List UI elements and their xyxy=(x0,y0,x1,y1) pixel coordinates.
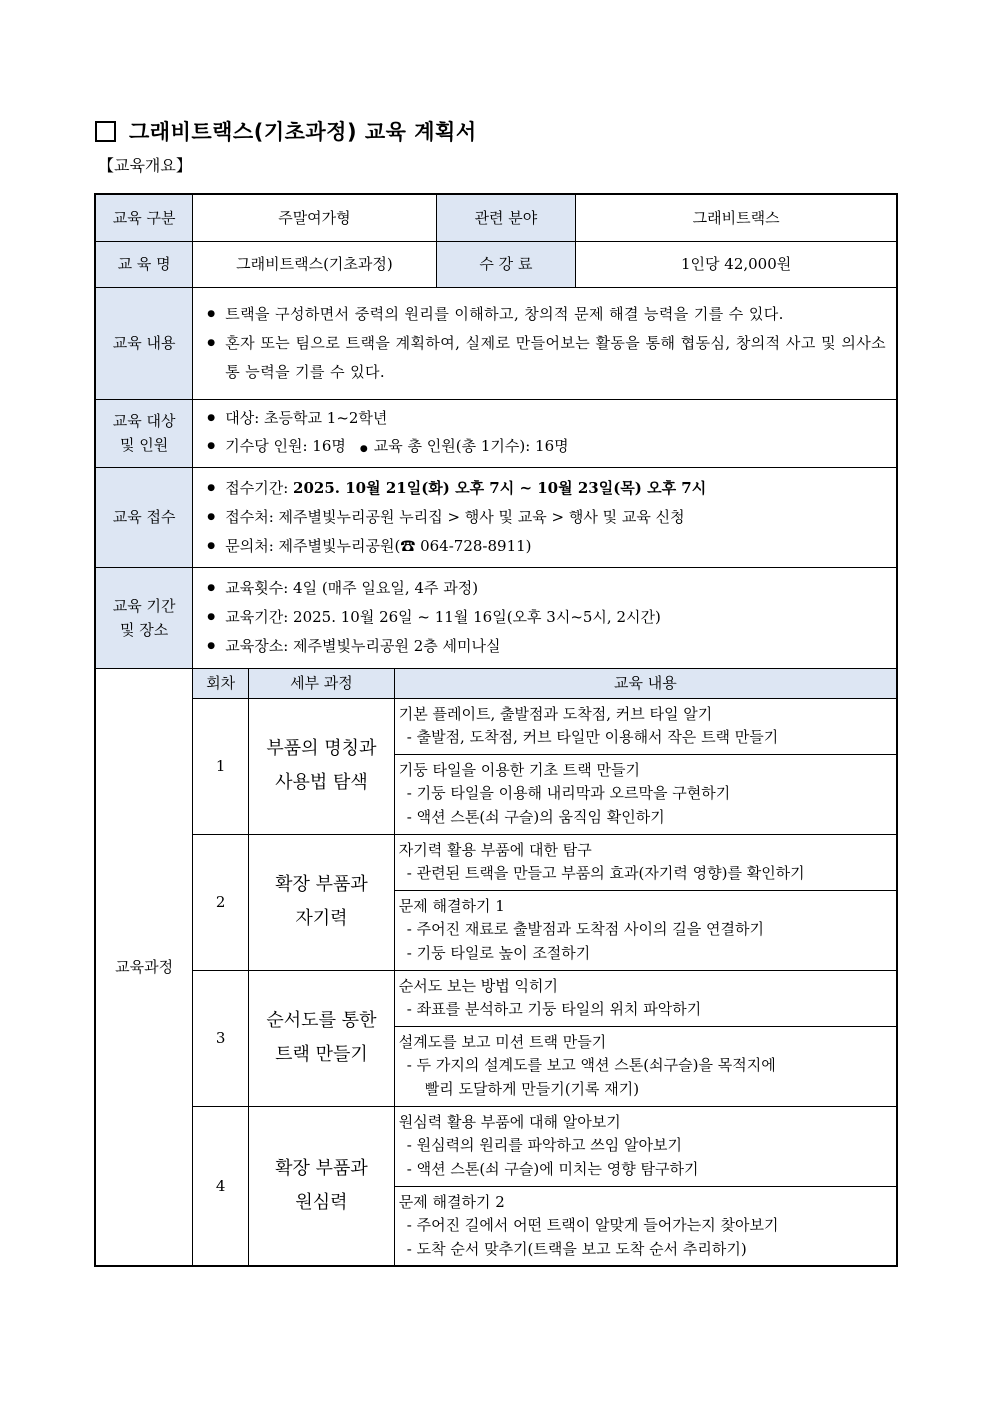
block-item: - 원심력의 원리를 파악하고 쓰임 알아보기 xyxy=(406,1136,682,1155)
category-value: 주말여가형 xyxy=(193,194,436,241)
period-place: ● 교육장소: 제주별빛누리공원 2층 세미나실 xyxy=(203,632,886,661)
target-cell xyxy=(193,399,897,467)
reception-contact: ● 문의처: 제주별빛누리공원(☎ 064-728-8911) xyxy=(203,532,886,561)
session-content-block xyxy=(394,1026,897,1106)
session-content-block xyxy=(394,890,897,970)
block-item: - 두 가지의 설계도를 보고 액션 스톤(쇠구슬)을 목적지에 xyxy=(406,1056,776,1075)
block-title: 설계도를 보고 미션 트랙 만들기 xyxy=(398,1032,607,1051)
session-content-block xyxy=(394,754,897,834)
reception-label: 교육 접수 xyxy=(95,467,193,567)
plan-table xyxy=(94,193,898,1267)
col-course-header: 세부 과정 xyxy=(249,668,395,698)
block-item: - 출발점, 도착점, 커브 타일만 이용해서 작은 트랙 만들기 xyxy=(406,728,779,746)
target-label-line: 및 인원 xyxy=(120,436,169,454)
session-content-block xyxy=(394,698,897,754)
session-content-block xyxy=(394,834,897,890)
content-item: ● 트랙을 구성하면서 중력의 원리를 이해하고, 창의적 문제 해결 능력을 기를 수 있다. xyxy=(203,300,886,329)
period-cell xyxy=(193,567,897,668)
session-course-line: 부품의 명칭과 xyxy=(266,738,377,759)
content-cell xyxy=(193,287,897,399)
period-label-line: 교육 기간 xyxy=(112,596,176,615)
field-label: 관련 분야 xyxy=(436,194,576,241)
period-label xyxy=(95,567,193,668)
period-count: ● 교육횟수: 4일 (매주 일요일, 4주 과정) xyxy=(203,574,886,603)
name-label: 교 육 명 xyxy=(95,241,193,287)
block-title: 기본 플레이트, 출발점과 도착점, 커브 타일 알기 xyxy=(398,704,713,723)
reception-place: ● 접수처: 제주별빛누리공원 누리집 > 행사 및 교육 > 행사 및 교육 신청 xyxy=(203,503,886,532)
session-course xyxy=(249,834,395,970)
session-number: 1 xyxy=(193,698,249,834)
reception-period xyxy=(203,474,886,503)
block-item: - 도착 순서 맞추기(트랙을 보고 도착 순서 추리하기) xyxy=(406,1239,747,1258)
block-title: 문제 해결하기 2 xyxy=(398,1192,505,1211)
session-course xyxy=(249,1106,395,1266)
session-course-line: 원심력 xyxy=(295,1191,348,1213)
reception-period-value: 2025. 10월 21일(화) 오후 7시 ~ 10월 23일(목) 오후 7시 xyxy=(293,478,707,497)
block-item: - 관련된 트랙을 만들고 부품의 효과(자기력 영향)를 확인하기 xyxy=(406,864,805,882)
session-course xyxy=(249,698,395,834)
session-course-line: 확장 부품과 xyxy=(275,874,368,895)
fee-value: 1인당 42,000원 xyxy=(576,241,897,287)
field-value: 그래비트랙스 xyxy=(576,194,897,241)
session-content-block xyxy=(394,1106,897,1186)
session-course xyxy=(249,970,395,1106)
fee-label: 수 강 료 xyxy=(436,241,576,287)
target-total: ● 교육 총 인원(총 1기수): 16명 xyxy=(346,437,569,455)
session-content-block xyxy=(394,970,897,1026)
target-count-item xyxy=(203,432,886,463)
block-item: - 액션 스톤(쇠 구슬)에 미치는 영향 탐구하기 xyxy=(406,1159,699,1178)
block-item: - 액션 스톤(쇠 구슬)의 움직임 확인하기 xyxy=(406,807,665,826)
block-item: - 좌표를 분석하고 기둥 타일의 위치 파악하기 xyxy=(406,1000,702,1018)
block-item: - 주어진 재료로 출발점과 도착점 사이의 길을 연결하기 xyxy=(406,920,764,939)
block-title: 문제 해결하기 1 xyxy=(398,896,505,915)
session-course-line: 자기력 xyxy=(295,908,348,929)
document-title xyxy=(95,116,477,146)
col-content-header: 교육 내용 xyxy=(394,668,897,698)
target-label xyxy=(95,399,193,467)
reception-period-prefix: 접수기간: xyxy=(225,478,294,497)
block-item: - 주어진 길에서 어떤 트랙이 알맞게 들어가는지 찾아보기 xyxy=(406,1216,779,1234)
reception-cell xyxy=(193,467,897,567)
session-course-line: 트랙 만들기 xyxy=(275,1044,368,1065)
col-session-header: 회차 xyxy=(193,668,249,698)
target-label-line: 교육 대상 xyxy=(112,412,176,430)
session-course-line: 순서도를 통한 xyxy=(266,1010,377,1031)
session-content-block xyxy=(394,1186,897,1266)
session-number: 4 xyxy=(193,1106,249,1266)
checkbox-square-icon xyxy=(95,121,116,142)
block-title: 기둥 타일을 이용한 기초 트랙 만들기 xyxy=(398,760,640,779)
block-item: - 기둥 타일을 이용해 내리막과 오르막을 구현하기 xyxy=(406,784,731,803)
period-label-line: 및 장소 xyxy=(120,620,169,639)
block-title: 순서도 보는 방법 익히기 xyxy=(398,976,558,995)
name-value: 그래비트랙스(기초과정) xyxy=(193,241,436,287)
target-per-session: 기수당 인원: 16명 xyxy=(225,436,346,455)
title-text: 그래비트랙스(기초과정) 교육 계획서 xyxy=(129,120,477,144)
category-label: 교육 구분 xyxy=(95,194,193,241)
target-item: ● 대상: 초등학교 1~2학년 xyxy=(203,404,886,432)
section-heading: 【교육개요】 xyxy=(98,156,192,175)
curriculum-label: 교육과정 xyxy=(95,668,193,1266)
block-title: 자기력 활용 부품에 대한 탐구 xyxy=(398,840,592,859)
session-number: 3 xyxy=(193,970,249,1106)
content-item: ● 혼자 또는 팀으로 트랙을 계획하여, 실제로 만들어보는 활동을 통해 협동심, 창의적 사고 및 의사소통 능력을 기를 수 있다. xyxy=(203,329,886,387)
session-course-line: 확장 부품과 xyxy=(275,1157,368,1179)
session-course-line: 사용법 탐색 xyxy=(275,772,368,793)
period-dates: ● 교육기간: 2025. 10월 26일 ~ 11월 16일(오후 3시~5시, 2시간) xyxy=(203,603,886,632)
block-title: 원심력 활용 부품에 대해 알아보기 xyxy=(398,1112,621,1131)
block-item: - 기둥 타일로 높이 조절하기 xyxy=(406,943,591,962)
session-number: 2 xyxy=(193,834,249,970)
content-label: 교육 내용 xyxy=(95,287,193,399)
block-item: 빨리 도달하게 만들기(기록 재기) xyxy=(424,1079,640,1098)
